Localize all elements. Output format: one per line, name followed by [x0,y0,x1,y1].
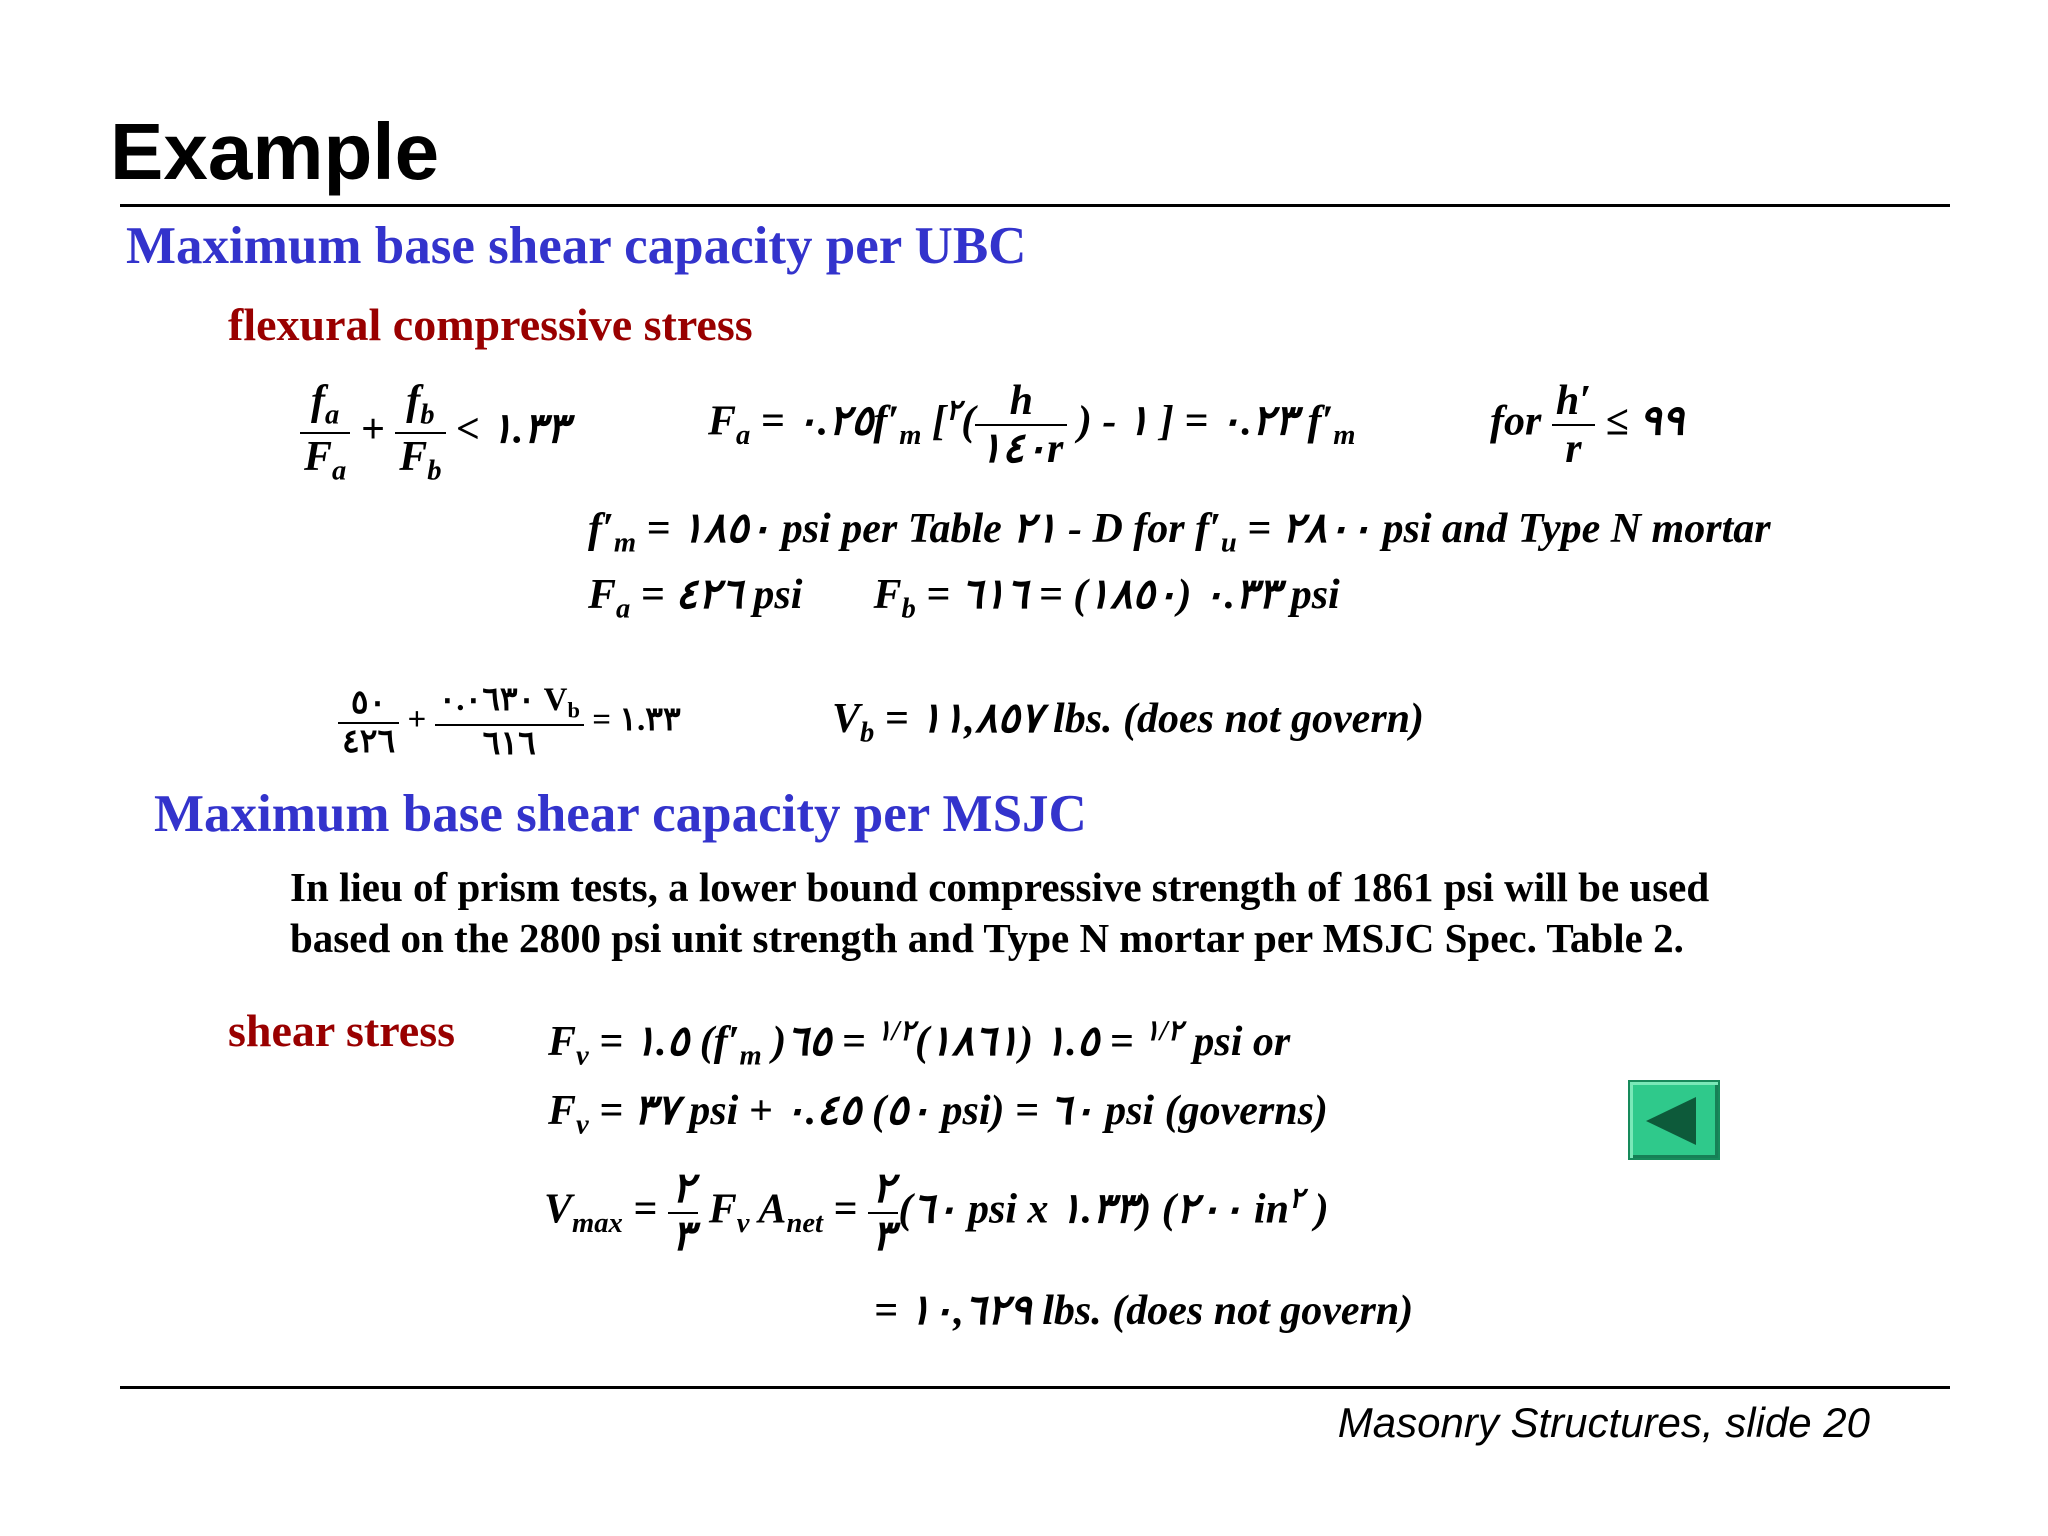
msjc-paragraph-line-1: In lieu of prism tests, a lower bound compressive strength of 1861 psi will be used [290,864,1710,910]
fv-formula-1: $F_v$ = ١.٥ ($f'_m$ ) $^{١/٢}$ = ١.٥ (١٨٦١)$^{١/٢}$ = ٦٥ psi or [548,1016,1291,1072]
fa-formula: $F_a$ = $٠.٢٥f'_m$ [١ - ( $\frac{h}{١٤٠r}$ )$^٢$ ] = ٠.٢٣ $f'_m$ [708,378,1356,472]
fv-formula-2: $F_v$ = ٣٧ psi + ٠.٤٥ (٥٠ psi) = ٦٠ psi (governs) [548,1088,1328,1141]
slide-title: Example [110,107,440,196]
fa-fb-values: $F_a$ = ٤٢٦ psi $F_b$ = ٠.٣٣ (١٨٥٠) = ٦١٦ psi [588,572,1340,625]
fm-value-line: $f'_m$ = ١٨٥٠ psi per Table ٢١ - D for $f'_u$ = ٢٨٠٠ psi and Type N mortar [588,506,1771,559]
fraction-fb-over-Fb: $\frac{f_b}{F_b}$ [395,380,445,486]
msjc-heading: Maximum base shear capacity per MSJC [154,785,1087,843]
fraction-h-over-140r: $\frac{h}{١٤٠r}$ [975,380,1067,470]
slide-footer: Masonry Structures, slide 20 [1337,1399,1870,1446]
vmax-result: = ١٠,٦٢٩ lbs. (does not govern) [874,1288,1414,1334]
vmax-formula: $V_{max}$ = $\frac{٢}{٣}$ $F_v$ $A_{net}$ = $\frac{٢}{٣}$ (٦٠ psi x ١.٣٣) (٢٠٠ $in^٢$ ) [544,1166,1329,1260]
fraction-50-over-426: $\frac{٥٠}{٤٢٦}$ [338,687,399,759]
msjc-paragraph [290,862,1709,964]
msjc-paragraph-line-2: based on the 2800 psi unit strength and Type N mortar per MSJC Spec. Table 2. [290,915,1684,961]
ubc-shear-interaction: $\frac{٥٠}{٤٢٦}$ + $\frac{٠.٠٦٣٠ V_b}{٦١٦}$ = ١.٣٣ [338,684,681,761]
top-rule [120,204,1950,207]
fraction-h-prime-over-r: $\frac{h'}{r}$ [1552,380,1595,470]
interaction-equation: $\frac{f_a}{F_a}$ + $\frac{f_b}{F_b}$ < ١.٣٣ [300,380,569,486]
flexural-subheading: flexural compressive stress [228,299,753,350]
bottom-rule [120,1386,1950,1389]
ubc-heading: Maximum base shear capacity per UBC [126,217,1027,275]
previous-slide-button[interactable] [1628,1080,1720,1160]
slenderness-condition: for $\frac{h'}{r}$ ≤ ٩٩ [1490,378,1685,472]
fraction-vb-over-616: $\frac{٠.٠٦٣٠ V_b}{٦١٦}$ [435,684,584,761]
fraction-2-over-3-b: $\frac{٢}{٣}$ [868,1168,899,1258]
fraction-2-over-3-a: $\frac{٢}{٣}$ [668,1168,699,1258]
shear-stress-label: shear stress [228,1005,456,1056]
vb-result: $V_b$ = ١١,٨٥٧ lbs. (does not govern) [832,696,1425,749]
triangle-left-icon [1646,1097,1696,1145]
fraction-fa-over-Fa: $\frac{f_a}{F_a}$ [300,380,350,486]
